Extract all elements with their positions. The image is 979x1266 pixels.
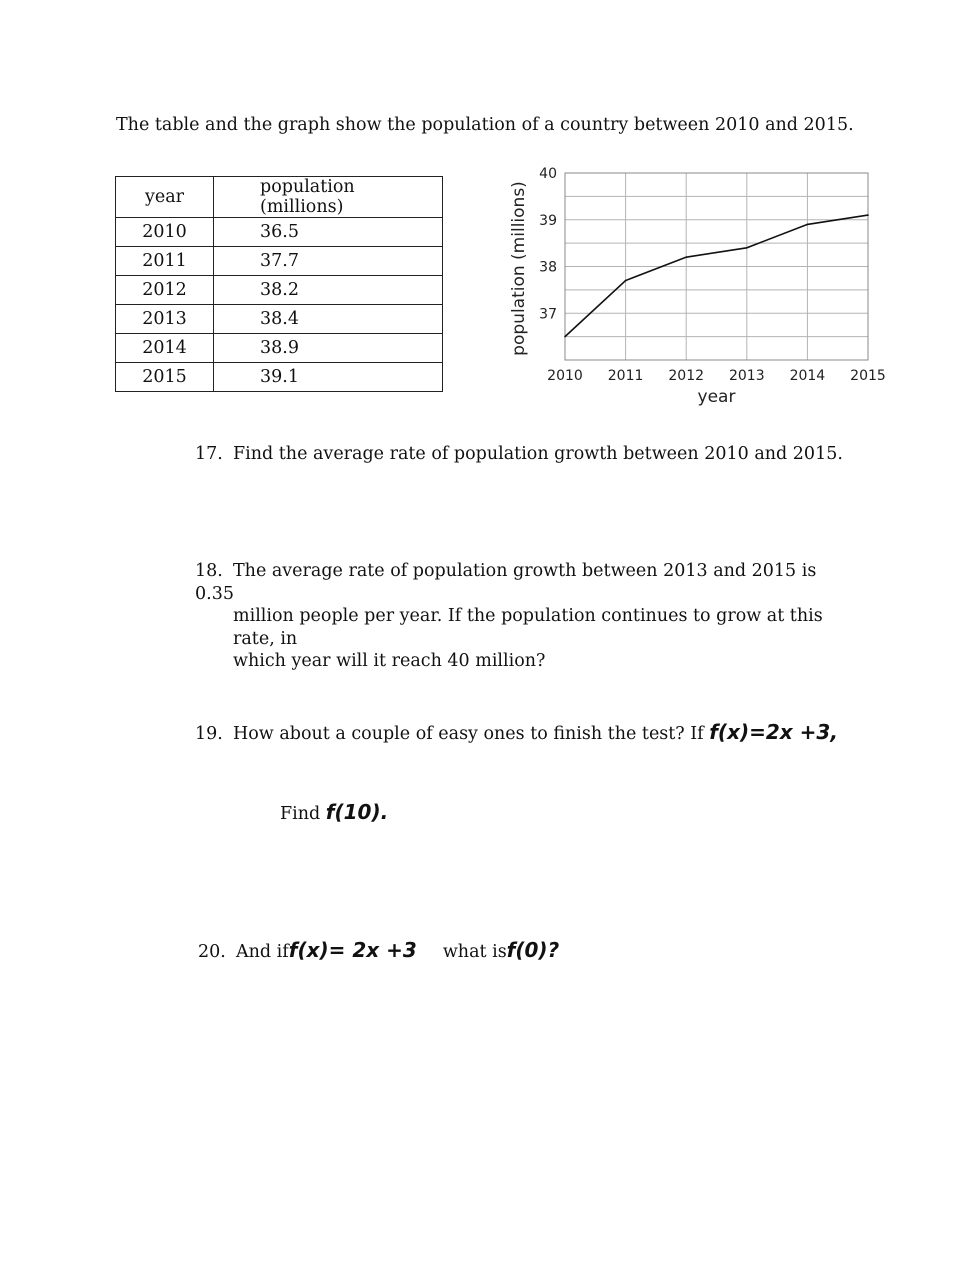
table-cell-year: 2014 [116, 334, 214, 363]
table-cell-population: 38.4 [214, 305, 443, 334]
table-header-population: population (millions) [214, 177, 443, 218]
y-tick-label: 38 [539, 259, 557, 276]
table-cell-population: 37.7 [214, 247, 443, 276]
question-18 [195, 560, 855, 673]
function-expression: f(0)? [506, 938, 560, 962]
question-text: And if [236, 942, 289, 962]
x-axis-label: year [697, 387, 736, 407]
question-number: 19. [195, 724, 223, 744]
table-row [116, 218, 443, 247]
series-line [565, 215, 868, 337]
question-number: 18. [195, 561, 223, 581]
question-line: The average rate of population growth between 2013 and 2015 is 0.35 [195, 561, 817, 604]
data-point [867, 214, 869, 216]
table-cell-population: 38.2 [214, 276, 443, 305]
question-text: How about a couple of easy ones to finish the test? If [233, 724, 704, 744]
y-tick-label: 37 [539, 306, 557, 323]
data-point [564, 336, 566, 338]
table-row [116, 334, 443, 363]
data-point [746, 247, 748, 249]
population-line-chart [500, 158, 900, 410]
x-tick-label: 2013 [728, 368, 765, 384]
table-header-year: year [116, 177, 214, 218]
data-point [685, 256, 687, 258]
table-cell-population: 38.9 [214, 334, 443, 363]
intro-text: The table and the graph show the population of a country between 2010 and 2015. [116, 115, 854, 135]
data-point [625, 280, 627, 282]
question-number: 20. [198, 942, 226, 962]
table-cell-year: 2010 [116, 218, 214, 247]
question-19-find [280, 800, 388, 824]
table-row [116, 247, 443, 276]
table-cell-year: 2015 [116, 363, 214, 392]
y-axis-label: population (millions) [509, 181, 529, 356]
table-row [116, 363, 443, 392]
y-tick-label: 40 [539, 166, 557, 182]
table-row [116, 305, 443, 334]
y-tick-label: 39 [539, 212, 557, 229]
function-expression: f(x)= 2x +3 [288, 938, 417, 962]
question-20 [198, 938, 559, 962]
x-tick-label: 2010 [547, 368, 583, 384]
x-tick-label: 2014 [789, 368, 826, 384]
question-line: which year will it reach 40 million? [233, 651, 546, 671]
table-header-row [116, 177, 443, 218]
population-table [115, 176, 443, 392]
find-text: Find [280, 804, 321, 824]
question-19 [195, 720, 838, 744]
table-cell-population: 36.5 [214, 218, 443, 247]
question-text: Find the average rate of population growth between 2010 and 2015. [233, 444, 843, 464]
x-tick-label: 2015 [850, 368, 886, 384]
question-number: 17. [195, 444, 223, 464]
question-17 [195, 444, 843, 464]
data-point [807, 224, 809, 226]
function-expression: f(x)=2x +3, [709, 720, 838, 744]
question-text: what is [442, 942, 507, 962]
table-cell-population: 39.1 [214, 363, 443, 392]
table-cell-year: 2013 [116, 305, 214, 334]
table-cell-year: 2011 [116, 247, 214, 276]
table-cell-year: 2012 [116, 276, 214, 305]
question-line: million people per year. If the population continues to grow at this rate, in [233, 606, 823, 649]
x-tick-label: 2012 [668, 368, 705, 384]
table-row [116, 276, 443, 305]
x-tick-label: 2011 [607, 368, 644, 384]
function-expression: f(10). [325, 800, 389, 824]
